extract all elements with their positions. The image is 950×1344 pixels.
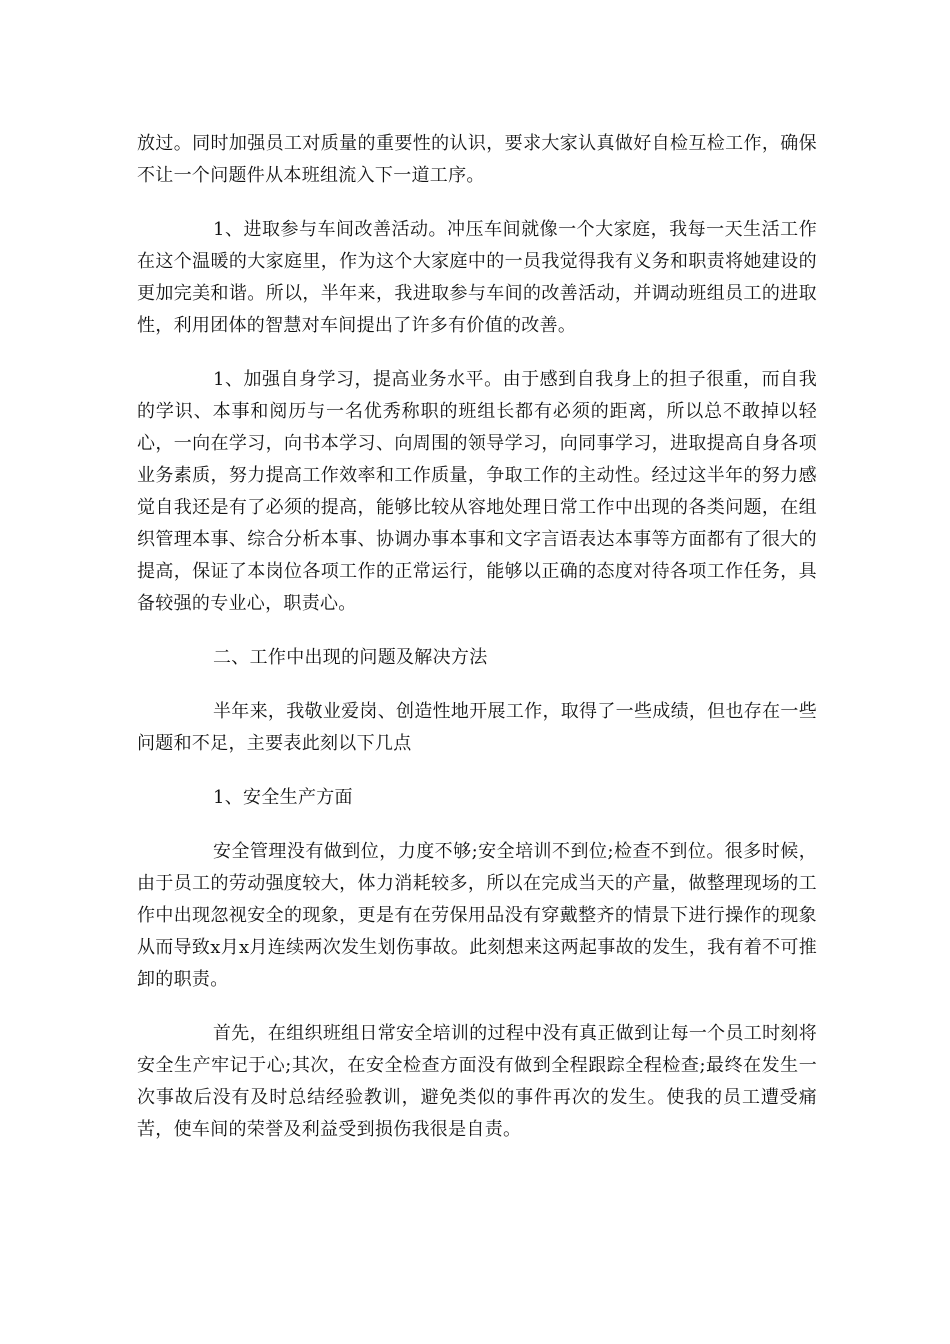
paragraph-problems-intro: 半年来，我敬业爱岗、创造性地开展工作，取得了一些成绩，但也存在一些问题和不足，主要表此刻以下几点	[137, 701, 817, 754]
document-body	[137, 128, 817, 1168]
paragraph-continuation: 放过。同时加强员工对质量的重要性的认识，要求大家认真做好自检互检工作，确保不让一个问题件从本班组流入下一道工序。	[137, 133, 817, 186]
section-heading-problems: 二、工作中出现的问题及解决方法	[213, 647, 488, 668]
subheading-safety: 1、安全生产方面	[213, 787, 353, 808]
paragraph-safety-reflection: 首先，在组织班组日常安全培训的过程中没有真正做到让每一个员工时刻将安全生产牢记于心;其次，在安全检查方面没有做到全程跟踪全程检查;最终在发生一次事故后没有及时总结经验教训，避免类似的事件再次的发生。使我的员工遭受痛苦，使车间的荣誉及利益受到损伤我很是自责。	[137, 1023, 817, 1140]
paragraph-improvement-activities: 1、进取参与车间改善活动。冲压车间就像一个大家庭，我每一天生活工作在这个温暖的大家庭里，作为这个大家庭中的一员我觉得我有义务和职责将她建设的更加完美和谐。所以，半年来，我进取参与车间的改善活动，并调动班组员工的进取性，利用团体的智慧对车间提出了许多有价值的改善。	[137, 219, 817, 336]
paragraph-safety-management: 安全管理没有做到位，力度不够;安全培训不到位;检查不到位。很多时候，由于员工的劳动强度较大，体力消耗较多，所以在完成当天的产量，做整理现场的工作中出现忽视安全的现象，更是有在劳保用品没有穿戴整齐的情景下进行操作的现象从而导致x月x月连续两次发生划伤事故。此刻想来这两起事故的发生，我有着不可推卸的职责。	[137, 841, 817, 990]
paragraph-self-study: 1、加强自身学习，提高业务水平。由于感到自我身上的担子很重，而自我的学识、本事和阅历与一名优秀称职的班组长都有必须的距离，所以总不敢掉以轻心，一向在学习，向书本学习、向周围的领导学习，向同事学习，进取提高自身各项业务素质，努力提高工作效率和工作质量，争取工作的主动性。经过这半年的努力感觉自我还是有了必须的提高，能够比较从容地处理日常工作中出现的各类问题，在组织管理本事、综合分析本事、协调办事本事和文字言语表达本事等方面都有了很大的提高，保证了本岗位各项工作的正常运行，能够以正确的态度对待各项工作任务，具备较强的专业心，职责心。	[137, 369, 817, 614]
